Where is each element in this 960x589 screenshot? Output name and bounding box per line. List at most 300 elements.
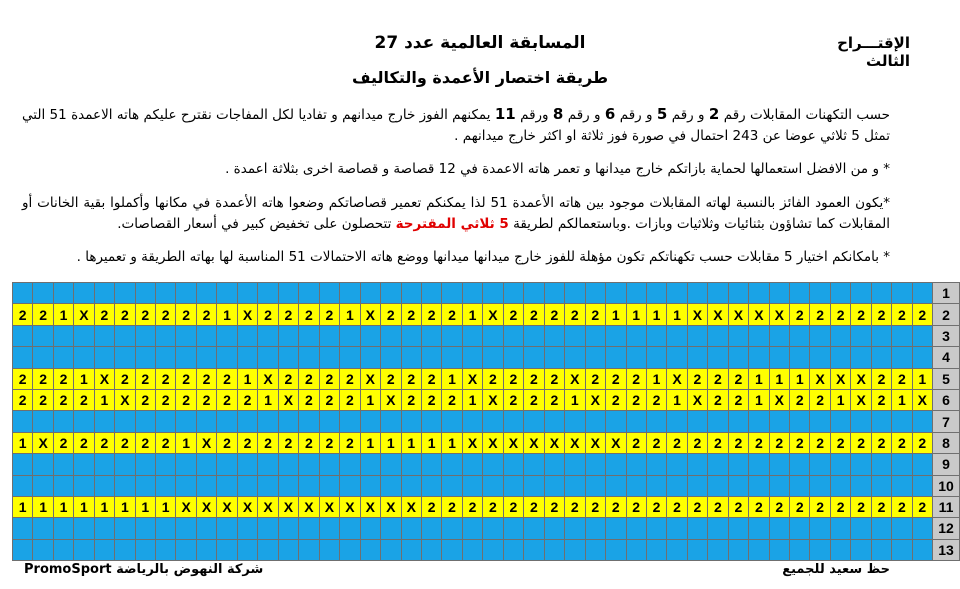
- grid-cell: [483, 347, 503, 368]
- grid-cell: 2: [299, 368, 319, 389]
- grid-cell: [319, 518, 339, 539]
- grid-cell: [299, 347, 319, 368]
- grid-cell: 2: [606, 368, 626, 389]
- grid-cell: [708, 518, 728, 539]
- grid-cell: [626, 325, 646, 346]
- grid-cell: [585, 283, 605, 304]
- grid-cell: 2: [401, 368, 421, 389]
- grid-cell: 2: [196, 368, 216, 389]
- grid-cell: [544, 283, 564, 304]
- match-number: 5: [656, 105, 668, 123]
- grid-row-11: [13, 496, 960, 517]
- grid-cell: [790, 325, 810, 346]
- grid-cell: [626, 475, 646, 496]
- grid-cell: X: [462, 368, 482, 389]
- grid-cell: [258, 283, 278, 304]
- grid-cell: 2: [667, 432, 687, 453]
- grid-cell: 1: [646, 368, 666, 389]
- grid-cell: [237, 283, 257, 304]
- grid-cell: [626, 539, 646, 560]
- grid-cell: [524, 475, 544, 496]
- grid-cell: 2: [585, 496, 605, 517]
- grid-cell: [687, 539, 707, 560]
- p1-text-4: و رقم: [567, 107, 601, 123]
- grid-cell: [851, 454, 871, 475]
- grid-cell: 2: [646, 389, 666, 410]
- grid-cell: 2: [340, 368, 360, 389]
- grid-cell: 2: [830, 496, 850, 517]
- grid-cell: [94, 283, 114, 304]
- grid-cell: [13, 411, 33, 432]
- grid-cell: 2: [115, 368, 135, 389]
- grid-cell: 2: [258, 304, 278, 325]
- grid-cell: [585, 518, 605, 539]
- grid-cell: [565, 347, 585, 368]
- grid-cell: [53, 411, 73, 432]
- grid-cell: 2: [483, 496, 503, 517]
- grid-cell: 2: [176, 304, 196, 325]
- grid-cell: 1: [13, 496, 33, 517]
- grid-cell: [381, 347, 401, 368]
- grid-cell: X: [74, 304, 94, 325]
- grid-cell: [381, 518, 401, 539]
- grid-cell: [606, 539, 626, 560]
- grid-cell: [401, 518, 421, 539]
- grid-cell: [196, 539, 216, 560]
- grid-cell: 2: [176, 368, 196, 389]
- grid-cell: [340, 411, 360, 432]
- grid-cell: [115, 454, 135, 475]
- grid-cell: [646, 539, 666, 560]
- grid-cell: [544, 411, 564, 432]
- grid-cell: [115, 518, 135, 539]
- grid-cell: X: [237, 304, 257, 325]
- grid-cell: [319, 539, 339, 560]
- grid-cell: 2: [524, 368, 544, 389]
- grid-cell: 2: [258, 432, 278, 453]
- grid-cell: 2: [769, 432, 789, 453]
- grid-cell: [830, 454, 850, 475]
- grid-cell: 1: [53, 496, 73, 517]
- grid-cell: 2: [871, 304, 891, 325]
- grid-cell: [585, 347, 605, 368]
- grid-cell: 2: [462, 496, 482, 517]
- row-number: 8: [933, 432, 960, 453]
- grid-cell: [462, 347, 482, 368]
- row-number: 12: [933, 518, 960, 539]
- grid-cell: [360, 518, 380, 539]
- grid-cell: [237, 454, 257, 475]
- p3-highlight: 5 ثلاثي المقترحة: [395, 216, 509, 232]
- grid-cell: [646, 411, 666, 432]
- grid-cell: [74, 347, 94, 368]
- grid-cell: [871, 325, 891, 346]
- grid-cell: 2: [728, 432, 748, 453]
- grid-cell: 2: [544, 304, 564, 325]
- grid-cell: 2: [728, 496, 748, 517]
- grid-cell: X: [667, 368, 687, 389]
- grid-cell: [135, 518, 155, 539]
- grid-cell: X: [708, 304, 728, 325]
- grid-cell: [176, 539, 196, 560]
- grid-cell: 1: [912, 368, 932, 389]
- grid-cell: 2: [830, 304, 850, 325]
- grid-cell: 2: [708, 496, 728, 517]
- grid-cell: 2: [196, 389, 216, 410]
- grid-cell: 2: [53, 368, 73, 389]
- grid-cell: [503, 475, 523, 496]
- grid-cell: 1: [606, 304, 626, 325]
- grid-cell: [135, 347, 155, 368]
- grid-cell: 2: [176, 389, 196, 410]
- grid-cell: [769, 325, 789, 346]
- grid-cell: [483, 325, 503, 346]
- grid-cell: [156, 454, 176, 475]
- grid-cell: 1: [74, 368, 94, 389]
- grid-cell: [565, 325, 585, 346]
- grid-cell: [442, 347, 462, 368]
- grid-cell: [810, 518, 830, 539]
- grid-cell: [646, 454, 666, 475]
- grid-cell: 2: [544, 389, 564, 410]
- grid-cell: [258, 347, 278, 368]
- grid-cell: X: [381, 389, 401, 410]
- grid-row-9: [13, 454, 960, 475]
- grid-cell: 1: [442, 432, 462, 453]
- grid-cell: [74, 325, 94, 346]
- grid-cell: [892, 475, 912, 496]
- grid-cell: 2: [667, 496, 687, 517]
- paragraph-usage: * و من الافضل استعمالها لحماية بازاتكم خارج ميدانها و تعمر هاته الاعمدة في 12 قصاصة و قصاصة اخرى بثلاثة اعمدة .: [225, 161, 890, 177]
- grid-cell: 2: [728, 368, 748, 389]
- grid-cell: [156, 347, 176, 368]
- grid-cell: [422, 454, 442, 475]
- grid-cell: 2: [217, 389, 237, 410]
- grid-cell: X: [340, 496, 360, 517]
- grid-cell: 1: [94, 389, 114, 410]
- grid-cell: [13, 325, 33, 346]
- grid-row-8: [13, 432, 960, 453]
- grid-cell: [912, 475, 932, 496]
- row-number: 1: [933, 283, 960, 304]
- grid-cell: [176, 283, 196, 304]
- grid-cell: [524, 325, 544, 346]
- grid-cell: 1: [94, 496, 114, 517]
- grid-cell: 2: [708, 432, 728, 453]
- grid-cell: [319, 475, 339, 496]
- p1-text-2: و رقم: [671, 107, 705, 123]
- grid-cell: [892, 518, 912, 539]
- grid-cell: 1: [422, 432, 442, 453]
- grid-cell: X: [585, 432, 605, 453]
- grid-cell: [422, 475, 442, 496]
- grid-cell: [360, 347, 380, 368]
- grid-cell: [790, 454, 810, 475]
- grid-cell: [892, 347, 912, 368]
- grid-cell: 2: [94, 304, 114, 325]
- grid-cell: [442, 283, 462, 304]
- grid-row-3: [13, 325, 960, 346]
- grid-cell: [585, 475, 605, 496]
- grid-cell: [687, 454, 707, 475]
- grid-row-4: [13, 347, 960, 368]
- grid-cell: 2: [278, 432, 298, 453]
- grid-cell: [728, 518, 748, 539]
- grid-cell: [237, 347, 257, 368]
- p1-text-6: يمكنهم الفوز خارج ميدانهم و تفاديا لكل المفاجات نقترح عليكم هاته الاعمدة 51 التي تمثل 5 ثلاثي عوضا عن 243 احتمال في صورة فوز ثلاثة او اكثر خارج ميدانهم .: [22, 107, 890, 144]
- grid-cell: [401, 347, 421, 368]
- grid-cell: [790, 347, 810, 368]
- grid-cell: [503, 539, 523, 560]
- grid-cell: [462, 325, 482, 346]
- grid-cell: [156, 518, 176, 539]
- grid-cell: [565, 475, 585, 496]
- grid-cell: [115, 475, 135, 496]
- grid-cell: [687, 347, 707, 368]
- grid-cell: X: [565, 368, 585, 389]
- grid-cell: [340, 539, 360, 560]
- grid-cell: [667, 325, 687, 346]
- grid-cell: [810, 411, 830, 432]
- grid-cell: [258, 454, 278, 475]
- grid-cell: [462, 283, 482, 304]
- grid-cell: [340, 518, 360, 539]
- row-number: 9: [933, 454, 960, 475]
- grid-cell: 1: [442, 368, 462, 389]
- grid-cell: [462, 475, 482, 496]
- grid-cell: 2: [217, 432, 237, 453]
- grid-cell: [33, 454, 53, 475]
- grid-cell: [912, 518, 932, 539]
- grid-cell: [830, 325, 850, 346]
- grid-cell: X: [565, 432, 585, 453]
- grid-cell: 2: [708, 389, 728, 410]
- grid-cell: [319, 454, 339, 475]
- grid-cell: [503, 347, 523, 368]
- grid-cell: 1: [217, 304, 237, 325]
- grid-cell: 2: [381, 368, 401, 389]
- grid-cell: X: [830, 368, 850, 389]
- grid-cell: [462, 411, 482, 432]
- grid-cell: 2: [830, 432, 850, 453]
- grid-cell: 1: [33, 496, 53, 517]
- grid-cell: [53, 518, 73, 539]
- grid-cell: X: [810, 368, 830, 389]
- grid-cell: 2: [871, 432, 891, 453]
- grid-row-5: [13, 368, 960, 389]
- grid-cell: [278, 539, 298, 560]
- grid-cell: [892, 539, 912, 560]
- grid-cell: 2: [810, 496, 830, 517]
- grid-cell: [810, 283, 830, 304]
- grid-cell: 2: [33, 304, 53, 325]
- grid-cell: [503, 454, 523, 475]
- grid-cell: 2: [319, 304, 339, 325]
- match-number: 8: [552, 105, 564, 123]
- grid-cell: [258, 325, 278, 346]
- grid-cell: [667, 518, 687, 539]
- grid-cell: [381, 454, 401, 475]
- grid-cell: [462, 454, 482, 475]
- grid-cell: [74, 518, 94, 539]
- grid-cell: [115, 347, 135, 368]
- grid-cell: 1: [749, 368, 769, 389]
- grid-cell: [53, 325, 73, 346]
- grid-cell: [503, 325, 523, 346]
- grid-cell: [626, 283, 646, 304]
- row-number: 13: [933, 539, 960, 560]
- grid-cell: [176, 454, 196, 475]
- grid-cell: [606, 325, 626, 346]
- grid-cell: [278, 454, 298, 475]
- grid-cell: [196, 411, 216, 432]
- grid-cell: [769, 347, 789, 368]
- grid-cell: [667, 539, 687, 560]
- grid-cell: [585, 454, 605, 475]
- grid-cell: [135, 454, 155, 475]
- p3-text-before: *يكون العمود الفائز بالنسبة لهاته المقابلات موجود بين هاته الأعمدة 51 لذا يمكنكم تعمير قصاصاتكم وضعوا هاته الأعمدة في مكانها وأكملوا بقية الخانات أو المقابلات كما تشاؤون بثنائيات وثلاثيات وبازات .وباستعمالكم لطريقة: [22, 195, 891, 232]
- grid-cell: [544, 347, 564, 368]
- grid-cell: 2: [135, 389, 155, 410]
- grid-cell: [728, 325, 748, 346]
- grid-cell: [258, 539, 278, 560]
- grid-cell: X: [360, 304, 380, 325]
- grid-cell: 1: [156, 496, 176, 517]
- grid-cell: [606, 411, 626, 432]
- grid-cell: [565, 518, 585, 539]
- grid-cell: [749, 325, 769, 346]
- grid-cell: [381, 539, 401, 560]
- grid-cell: [94, 475, 114, 496]
- grid-cell: [565, 411, 585, 432]
- grid-cell: 2: [13, 389, 33, 410]
- grid-cell: [360, 283, 380, 304]
- grid-cell: 2: [503, 368, 523, 389]
- row-number: 4: [933, 347, 960, 368]
- grid-cell: [196, 475, 216, 496]
- grid-cell: [74, 454, 94, 475]
- grid-cell: X: [769, 389, 789, 410]
- grid-cell: 2: [606, 496, 626, 517]
- grid-cell: 1: [360, 389, 380, 410]
- grid-cell: [810, 539, 830, 560]
- grid-cell: [401, 454, 421, 475]
- grid-cell: [728, 347, 748, 368]
- page-title: المسابقة العالمية عدد 27: [374, 33, 586, 53]
- grid-cell: X: [912, 389, 932, 410]
- grid-cell: [340, 283, 360, 304]
- grid-cell: 2: [156, 389, 176, 410]
- grid-cell: [483, 411, 503, 432]
- grid-cell: [851, 518, 871, 539]
- grid-cell: [462, 539, 482, 560]
- grid-cell: [299, 475, 319, 496]
- grid-cell: [565, 539, 585, 560]
- grid-cell: [810, 454, 830, 475]
- grid-cell: 2: [422, 496, 442, 517]
- grid-cell: 1: [667, 304, 687, 325]
- grid-cell: [871, 347, 891, 368]
- grid-cell: [851, 347, 871, 368]
- grid-cell: [217, 325, 237, 346]
- grid-cell: [483, 518, 503, 539]
- grid-cell: [217, 283, 237, 304]
- grid-cell: X: [401, 496, 421, 517]
- grid-cell: X: [237, 496, 257, 517]
- grid-cell: [217, 411, 237, 432]
- grid-cell: 2: [565, 304, 585, 325]
- match-number: 2: [708, 105, 720, 123]
- p1-text-5: ورقم: [520, 107, 549, 123]
- grid-cell: [360, 475, 380, 496]
- grid-cell: 2: [769, 496, 789, 517]
- grid-cell: 2: [33, 389, 53, 410]
- grid-cell: 1: [176, 432, 196, 453]
- grid-cell: 2: [442, 304, 462, 325]
- grid-cell: 2: [585, 304, 605, 325]
- grid-cell: X: [687, 304, 707, 325]
- grid-cell: 2: [115, 432, 135, 453]
- grid-cell: 2: [606, 389, 626, 410]
- grid-cell: 2: [115, 304, 135, 325]
- grid-cell: [13, 283, 33, 304]
- grid-cell: X: [299, 496, 319, 517]
- grid-cell: 2: [912, 496, 932, 517]
- grid-cell: 2: [156, 368, 176, 389]
- grid-cell: 2: [237, 432, 257, 453]
- grid-cell: [708, 347, 728, 368]
- grid-cell: [524, 454, 544, 475]
- grid-cell: 2: [503, 304, 523, 325]
- grid-cell: [728, 475, 748, 496]
- grid-cell: [646, 325, 666, 346]
- grid-cell: X: [94, 368, 114, 389]
- grid-cell: [156, 325, 176, 346]
- grid-cell: [176, 347, 196, 368]
- grid-cell: [585, 325, 605, 346]
- grid-cell: [135, 539, 155, 560]
- grid-cell: X: [258, 496, 278, 517]
- grid-cell: 2: [871, 368, 891, 389]
- grid-cell: 1: [401, 432, 421, 453]
- grid-cell: [830, 539, 850, 560]
- grid-cell: [360, 411, 380, 432]
- row-number: 5: [933, 368, 960, 389]
- paragraph-option: * بامكانكم اختيار 5 مقابلات حسب تكهناتكم تكون مؤهلة للفوز خارج ميدانها ميدانها ووضع هاته الاحتمالات 51 المناسبة لها بهاته الطريقة و تعميرها .: [76, 249, 890, 265]
- grid-cell: [708, 325, 728, 346]
- grid-cell: 2: [340, 432, 360, 453]
- grid-cell: 1: [381, 432, 401, 453]
- grid-cell: [728, 539, 748, 560]
- grid-cell: 2: [299, 304, 319, 325]
- grid-cell: [13, 347, 33, 368]
- grid-cell: X: [606, 432, 626, 453]
- grid-cell: [749, 454, 769, 475]
- grid-cell: [749, 411, 769, 432]
- grid-cell: 2: [196, 304, 216, 325]
- grid-cell: [646, 518, 666, 539]
- grid-cell: 2: [237, 389, 257, 410]
- grid-cell: 2: [687, 432, 707, 453]
- grid-cell: [13, 539, 33, 560]
- grid-cell: [442, 475, 462, 496]
- grid-cell: [687, 411, 707, 432]
- grid-cell: 2: [53, 432, 73, 453]
- grid-row-1: [13, 283, 960, 304]
- row-number: 11: [933, 496, 960, 517]
- grid-cell: 2: [544, 368, 564, 389]
- grid-cell: 2: [749, 432, 769, 453]
